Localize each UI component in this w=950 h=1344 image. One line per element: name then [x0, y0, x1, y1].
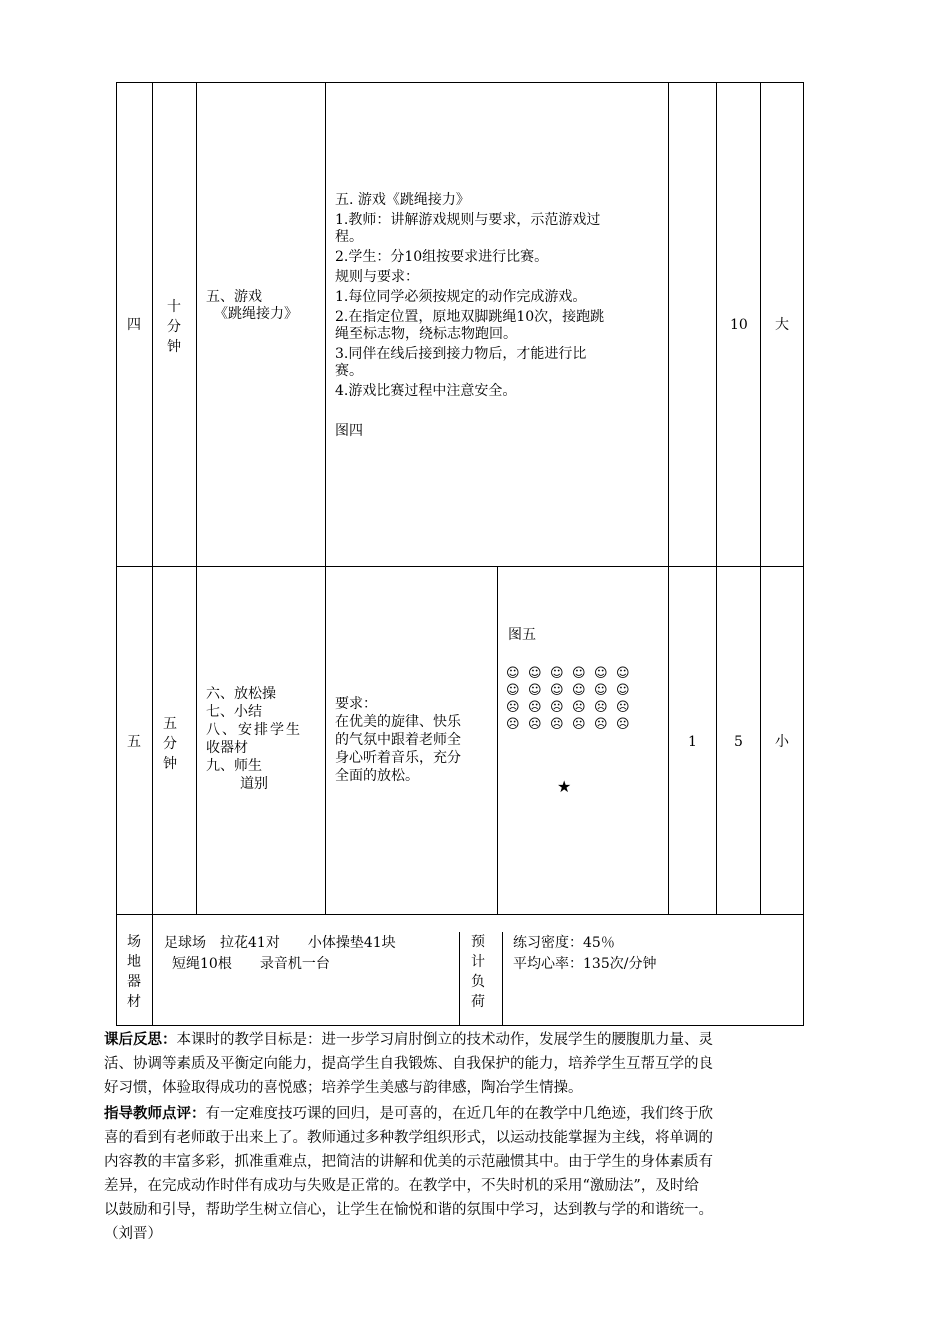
org-line: 3.同伴在线后接到接力物后，才能进行比	[335, 346, 587, 362]
content-line: 九、师生	[206, 758, 262, 774]
smile-icon: ☺	[528, 666, 542, 681]
reflection-line: 活、协调等素质及平衡定向能力，提高学生自我锻炼、自我保护的能力，培养学生互帮互学的良	[104, 1056, 713, 1072]
time-char: 十	[167, 299, 181, 315]
comment-line: 有一定难度技巧课的回归，是可喜的，在近几年的在教学中几绝迹，我们终于欣	[205, 1106, 713, 1122]
reflection-line: 好习惯，体验取得成功的喜悦感；培养学生美感与韵律感，陶冶学生情操。	[104, 1080, 583, 1096]
content-line: 收器材	[206, 740, 248, 756]
average-heart-rate: 平均心率：135次/分钟	[513, 956, 657, 972]
frown-icon: ☹	[528, 717, 542, 732]
org-line: 4.游戏比赛过程中注意安全。	[335, 383, 517, 399]
group-count: 1	[688, 734, 697, 750]
org-line: 五. 游戏《跳绳接力》	[335, 192, 470, 208]
frown-icon: ☹	[572, 717, 586, 732]
frown-icon: ☹	[528, 700, 542, 715]
time-column	[162, 297, 186, 357]
content-line: 道别	[240, 776, 268, 792]
label-char: 器	[127, 974, 141, 990]
org-line: 1.每位同学必须按规定的动作完成游戏。	[335, 289, 587, 305]
label-char: 荷	[471, 994, 485, 1010]
smile-icon: ☺	[616, 683, 630, 698]
time-char: 五	[163, 716, 177, 732]
label-char: 负	[471, 974, 485, 990]
time-char: 分	[163, 736, 177, 752]
req-line: 身心听着音乐，充分	[335, 750, 461, 766]
formation-row	[506, 716, 656, 733]
formation-row	[506, 699, 656, 716]
time-char: 分	[167, 319, 181, 335]
frown-icon: ☹	[550, 717, 564, 732]
frown-icon: ☹	[616, 700, 630, 715]
teacher-comment-section	[104, 1102, 816, 1246]
req-line: 全面的放松。	[335, 768, 419, 784]
smile-icon: ☺	[594, 683, 608, 698]
label-char: 地	[127, 954, 141, 970]
frown-icon: ☹	[506, 700, 520, 715]
comment-line: 内容教的丰富多彩，抓准重难点，把简洁的讲解和优美的示范融惯其中。由于学生的身体素质有	[104, 1154, 713, 1170]
load-label	[466, 932, 490, 1012]
frown-icon: ☹	[616, 717, 630, 732]
intensity: 小	[775, 734, 789, 750]
org-line: 程。	[335, 229, 363, 245]
label-char: 材	[127, 994, 141, 1010]
org-line: 1.教师：讲解游戏规则与要求，示范游戏过	[335, 212, 601, 228]
equipment-line: 短绳10根 录音机一台	[172, 956, 330, 972]
reflection-section	[104, 1028, 816, 1100]
frown-icon: ☹	[550, 700, 564, 715]
figure-label: 图五	[508, 627, 536, 643]
equipment-label	[122, 932, 146, 1012]
figure-label: 图四	[335, 423, 363, 439]
frown-icon: ☹	[572, 700, 586, 715]
req-line: 要求：	[335, 696, 377, 712]
content-line: 七、小结	[206, 704, 262, 720]
practice-count: 10	[730, 317, 748, 333]
smile-icon: ☺	[506, 683, 520, 698]
formation-row	[506, 682, 656, 699]
frown-icon: ☹	[594, 717, 608, 732]
section-number: 五	[127, 734, 141, 750]
smile-icon: ☺	[528, 683, 542, 698]
smile-icon: ☺	[572, 683, 586, 698]
org-line: 规则与要求：	[335, 269, 419, 285]
smile-icon: ☺	[550, 683, 564, 698]
equipment-line: 足球场 拉花41对 小体操垫41块	[164, 935, 396, 951]
star-icon: ★	[557, 777, 572, 796]
content-line: 《跳绳接力》	[214, 306, 298, 322]
comment-author: （刘晋）	[104, 1226, 162, 1242]
student-formation	[506, 665, 656, 733]
label-char: 预	[471, 934, 485, 950]
smile-icon: ☺	[506, 666, 520, 681]
exercise-density: 练习密度：45％	[513, 935, 615, 951]
content-line: 六、放松操	[206, 686, 276, 702]
comment-line: 差异，在完成动作时伴有成功与失败是正常的。在教学中，不失时机的采用“激励法”，及时给	[104, 1178, 699, 1194]
comment-line: 喜的看到有老师敢于出来上了。教师通过多种教学组织形式，以运动技能掌握为主线，将单调的	[104, 1130, 713, 1146]
req-line: 在优美的旋律、快乐	[335, 714, 461, 730]
org-line: 赛。	[335, 363, 363, 379]
frown-icon: ☹	[594, 700, 608, 715]
reflection-line: 本课时的教学目标是：进一步学习肩肘倒立的技术动作，发展学生的腰腹肌力量、灵	[176, 1032, 713, 1048]
reflection-label: 课后反思：	[104, 1031, 177, 1048]
org-line: 绳至标志物，绕标志物跑回。	[335, 326, 517, 342]
label-char: 计	[471, 954, 485, 970]
content-line: 八、安排学生	[206, 722, 302, 738]
smile-icon: ☺	[550, 666, 564, 681]
label-char: 场	[127, 934, 141, 950]
content-line: 五、游戏	[206, 289, 262, 305]
smile-icon: ☺	[594, 666, 608, 681]
comment-label: 指导教师点评：	[104, 1105, 206, 1122]
comment-line: 以鼓励和引导，帮助学生树立信心，让学生在愉悦和谐的氛围中学习，达到教与学的和谐统一。	[104, 1202, 713, 1218]
frown-icon: ☹	[506, 717, 520, 732]
org-line: 2.在指定位置，原地双脚跳绳10次，接跑跳	[335, 309, 605, 325]
formation-row	[506, 665, 656, 682]
smile-icon: ☺	[616, 666, 630, 681]
intensity: 大	[775, 317, 789, 333]
req-line: 的气氛中跟着老师全	[335, 732, 461, 748]
time-char: 钟	[167, 339, 181, 355]
time-column	[158, 714, 182, 774]
org-line: 2.学生：分10组按要求进行比赛。	[335, 249, 549, 265]
section-number: 四	[127, 317, 141, 333]
time-char: 钟	[163, 756, 177, 772]
practice-count: 5	[734, 734, 743, 750]
smile-icon: ☺	[572, 666, 586, 681]
